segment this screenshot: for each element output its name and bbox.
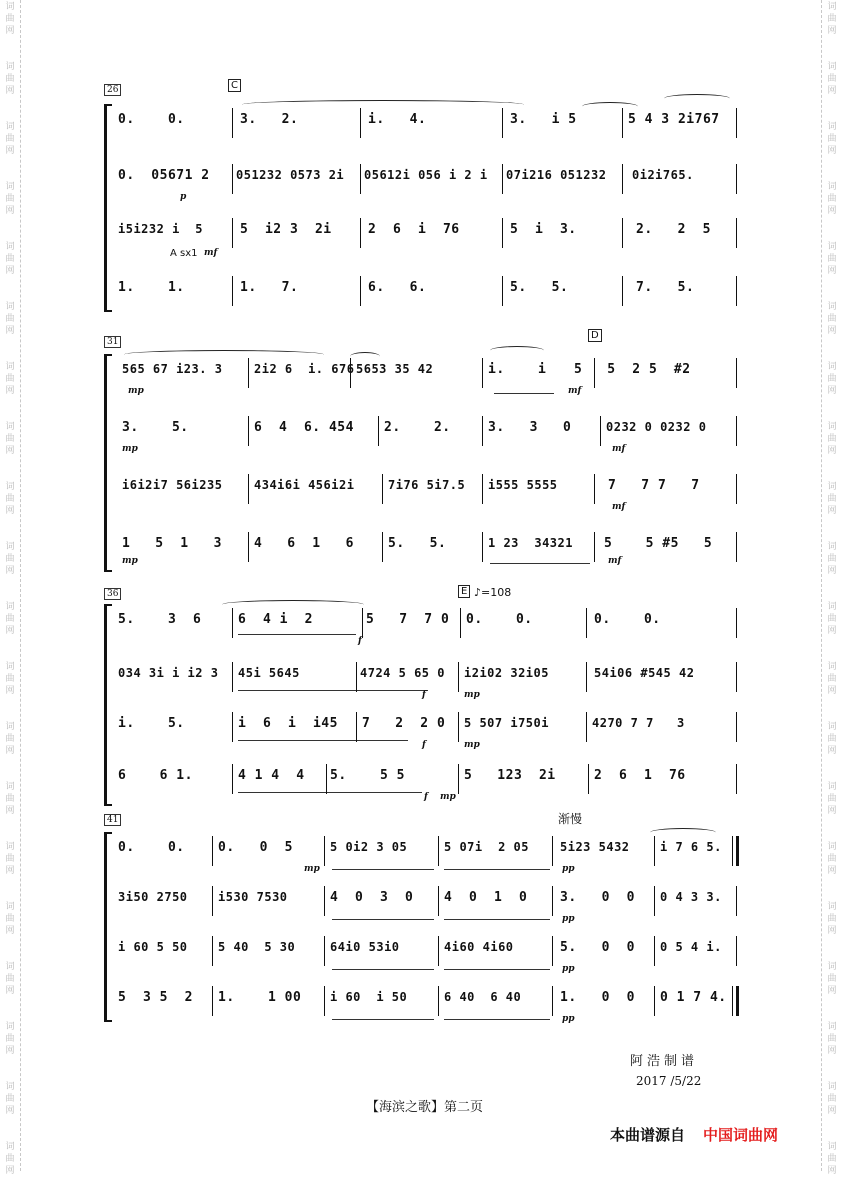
watermark-char: 词 bbox=[827, 842, 837, 852]
tempo-marking: ♪=108 bbox=[474, 586, 512, 599]
watermark-char: 词 bbox=[5, 62, 15, 72]
watermark-char: 网 bbox=[5, 1046, 15, 1056]
watermark-char: 网 bbox=[5, 206, 15, 216]
crescendo-hairpin bbox=[238, 634, 356, 640]
watermark-char: 词 bbox=[827, 2, 837, 12]
system-31 bbox=[104, 330, 740, 574]
measure: i. i bbox=[488, 362, 547, 377]
rehearsal-mark: E bbox=[458, 585, 470, 598]
measure: 0. 05671 2 bbox=[118, 168, 210, 183]
measure: 1. 1 00 bbox=[218, 990, 302, 1005]
watermark-char: 词 bbox=[827, 122, 837, 132]
measure: 3i50 2750 bbox=[118, 890, 188, 904]
measure: 0. 0. bbox=[594, 612, 661, 627]
watermark-char: 词 bbox=[5, 842, 15, 852]
measure: 5. 3 6 bbox=[118, 612, 202, 627]
watermark-char: 词 bbox=[827, 242, 837, 252]
right-watermark-column bbox=[821, 0, 842, 1176]
watermark-char: 曲 bbox=[827, 854, 837, 864]
decrescendo-hairpin bbox=[444, 864, 550, 870]
watermark-char: 曲 bbox=[5, 554, 15, 564]
watermark-char: 网 bbox=[5, 26, 15, 36]
staff-3 bbox=[104, 216, 740, 259]
measure: 0. 0. bbox=[118, 840, 185, 855]
measure: 0 1 7 4. bbox=[660, 990, 727, 1005]
watermark-char: 词 bbox=[5, 722, 15, 732]
measure: i. 5. bbox=[118, 716, 185, 731]
watermark-char: 曲 bbox=[5, 914, 15, 924]
watermark-char: 网 bbox=[5, 926, 15, 936]
watermark-char: 曲 bbox=[827, 374, 837, 384]
measure: 4 0 1 0 bbox=[444, 890, 528, 905]
measure: 5. 5. bbox=[510, 280, 569, 295]
measure: 5 4 3 2i767 bbox=[628, 112, 720, 127]
watermark-char: 曲 bbox=[5, 854, 15, 864]
measure: 7 2 2 0 bbox=[362, 716, 446, 731]
dynamic-marking: mp bbox=[440, 792, 456, 802]
measure: 0 4 3 3. bbox=[660, 890, 722, 904]
watermark-char: 词 bbox=[5, 182, 15, 192]
date: 2017 /5/22 bbox=[636, 1074, 702, 1088]
watermark-char: 网 bbox=[827, 866, 837, 876]
measure: 5i23 5432 bbox=[560, 840, 630, 854]
watermark-char: 曲 bbox=[5, 254, 15, 264]
watermark-char: 曲 bbox=[827, 554, 837, 564]
watermark-char: 曲 bbox=[5, 134, 15, 144]
dynamic-marking: mp bbox=[122, 556, 138, 566]
measure-number: 41 bbox=[104, 814, 121, 826]
watermark-char: 网 bbox=[827, 986, 837, 996]
dynamic-marking: mf bbox=[612, 444, 626, 454]
watermark-char: 曲 bbox=[5, 494, 15, 504]
measure: 0. 0. bbox=[466, 612, 533, 627]
measure: i. 4. bbox=[368, 112, 427, 127]
watermark-char: 网 bbox=[5, 806, 15, 816]
measure: 0i2i765. bbox=[632, 168, 694, 182]
measure: i 60 5 50 bbox=[118, 940, 188, 954]
measure: 2. 2 5 bbox=[636, 222, 711, 237]
measure: i 6 i i45 bbox=[238, 716, 338, 731]
watermark-char: 网 bbox=[5, 686, 15, 696]
watermark-char: 曲 bbox=[5, 374, 15, 384]
watermark-char: 网 bbox=[827, 146, 837, 156]
staff-1 bbox=[104, 834, 740, 874]
watermark-char: 词 bbox=[827, 482, 837, 492]
decrescendo-hairpin bbox=[332, 1014, 434, 1020]
slur bbox=[664, 94, 730, 103]
crescendo-hairpin bbox=[238, 690, 428, 696]
rehearsal-mark: C bbox=[228, 79, 241, 92]
measure: 0232 0 0232 0 bbox=[606, 420, 707, 434]
measure: 45i 5645 bbox=[238, 666, 300, 680]
watermark-char: 网 bbox=[827, 446, 837, 456]
watermark-char: 网 bbox=[827, 206, 837, 216]
watermark-char: 曲 bbox=[5, 1034, 15, 1044]
watermark-char: 曲 bbox=[827, 254, 837, 264]
measure: 4 6 1 6 bbox=[254, 536, 354, 551]
watermark-char: 词 bbox=[827, 1022, 837, 1032]
decrescendo-hairpin bbox=[444, 964, 550, 970]
measure: 2i2 6 i. 676 bbox=[254, 362, 355, 376]
left-watermark-column bbox=[0, 0, 21, 1176]
watermark-char: 曲 bbox=[827, 74, 837, 84]
watermark-char: 词 bbox=[5, 542, 15, 552]
decrescendo-hairpin bbox=[444, 914, 550, 920]
measure: 565 67 i23. 3 bbox=[122, 362, 223, 376]
dynamic-marking: p bbox=[180, 192, 187, 202]
dynamic-marking: mp bbox=[304, 864, 320, 874]
measure: 2. 2. bbox=[384, 420, 451, 435]
decrescendo-hairpin bbox=[332, 914, 434, 920]
watermark-char: 词 bbox=[5, 422, 15, 432]
watermark-char: 网 bbox=[827, 86, 837, 96]
measure: 1 23 34321 bbox=[488, 536, 573, 550]
staff-2 bbox=[104, 884, 740, 924]
measure: 4270 7 7 3 bbox=[592, 716, 685, 730]
dynamic-marking: f bbox=[424, 792, 428, 802]
watermark-char: 网 bbox=[5, 386, 15, 396]
measure: i530 7530 bbox=[218, 890, 288, 904]
measure: i555 5555 bbox=[488, 478, 558, 492]
watermark-char: 曲 bbox=[5, 614, 15, 624]
measure-number: 36 bbox=[104, 588, 121, 600]
watermark-char: 曲 bbox=[827, 14, 837, 24]
measure: 0. 0 5 bbox=[218, 840, 293, 855]
staff-4 bbox=[104, 530, 740, 564]
measure: 1. 7. bbox=[240, 280, 299, 295]
system-26 bbox=[104, 82, 740, 314]
watermark-char: 词 bbox=[5, 782, 15, 792]
staff-4 bbox=[104, 762, 740, 802]
measure: 5 40 5 30 bbox=[218, 940, 296, 954]
watermark-char: 曲 bbox=[827, 914, 837, 924]
watermark-char: 网 bbox=[5, 1106, 15, 1116]
watermark-char: 网 bbox=[827, 506, 837, 516]
staff-4 bbox=[104, 984, 740, 1024]
watermark-char: 曲 bbox=[5, 74, 15, 84]
watermark-char: 词 bbox=[827, 302, 837, 312]
measure: 0 5 4 i. bbox=[660, 940, 722, 954]
measure: 1. 1. bbox=[118, 280, 185, 295]
watermark-char: 词 bbox=[827, 182, 837, 192]
watermark-char: 曲 bbox=[827, 674, 837, 684]
measure: 5 5 #5 5 bbox=[604, 536, 713, 551]
decrescendo-hairpin bbox=[332, 964, 434, 970]
watermark-char: 网 bbox=[827, 1106, 837, 1116]
watermark-char: 词 bbox=[827, 602, 837, 612]
measure: 4 1 4 4 bbox=[238, 768, 305, 783]
measure: i 7 6 5. bbox=[660, 840, 722, 854]
watermark-char: 词 bbox=[5, 1082, 15, 1092]
slur bbox=[490, 346, 544, 355]
watermark-char: 网 bbox=[827, 26, 837, 36]
watermark-char: 网 bbox=[5, 746, 15, 756]
measure: 5 0i2 3 05 bbox=[330, 840, 408, 854]
watermark-char: 曲 bbox=[5, 734, 15, 744]
watermark-char: 网 bbox=[827, 686, 837, 696]
watermark-char: 词 bbox=[827, 662, 837, 672]
watermark-char: 词 bbox=[5, 662, 15, 672]
dynamic-marking: mp bbox=[128, 386, 144, 396]
measure: 7 7 7 7 bbox=[608, 478, 700, 493]
watermark-char: 网 bbox=[827, 746, 837, 756]
measure: 2 6 1 76 bbox=[594, 768, 686, 783]
measure: 5 5 2 5 #2 bbox=[574, 362, 691, 377]
dynamic-marking: mp bbox=[464, 690, 480, 700]
watermark-char: 网 bbox=[5, 986, 15, 996]
watermark-char: 词 bbox=[827, 542, 837, 552]
measure: 64i0 53i0 bbox=[330, 940, 400, 954]
measure: 7. 5. bbox=[636, 280, 695, 295]
measure: 07i216 051232 bbox=[506, 168, 607, 182]
dynamic-marking: pp bbox=[562, 864, 575, 874]
watermark-char: 词 bbox=[5, 362, 15, 372]
arranger-credit: 阿浩制谱 bbox=[630, 1054, 699, 1069]
dynamic-marking: mp bbox=[464, 740, 480, 750]
watermark-char: 网 bbox=[827, 386, 837, 396]
source-site-link[interactable]: 中国词曲网 bbox=[703, 1126, 779, 1144]
measure: 5. 5. bbox=[388, 536, 447, 551]
measure: 4724 5 65 0 bbox=[360, 666, 445, 680]
watermark-char: 词 bbox=[827, 362, 837, 372]
watermark-char: 曲 bbox=[827, 314, 837, 324]
watermark-char: 曲 bbox=[827, 734, 837, 744]
measure: 5 123 2i bbox=[464, 768, 556, 783]
watermark-char: 曲 bbox=[5, 434, 15, 444]
staff-3 bbox=[104, 934, 740, 974]
source-prefix: 本曲谱源自 bbox=[610, 1126, 686, 1144]
annotation-text: A sx1 bbox=[170, 248, 198, 259]
watermark-char: 词 bbox=[827, 1142, 837, 1152]
measure: 051232 0573 2i bbox=[236, 168, 345, 182]
watermark-char: 词 bbox=[5, 962, 15, 972]
watermark-char: 词 bbox=[5, 1142, 15, 1152]
watermark-char: 词 bbox=[827, 902, 837, 912]
watermark-char: 曲 bbox=[827, 974, 837, 984]
measure-number: 26 bbox=[104, 84, 121, 96]
watermark-char: 网 bbox=[5, 446, 15, 456]
watermark-char: 曲 bbox=[827, 134, 837, 144]
dynamic-marking: mp bbox=[122, 444, 138, 454]
measure: 3. 2. bbox=[240, 112, 299, 127]
decrescendo-hairpin bbox=[490, 558, 590, 564]
watermark-char: 网 bbox=[5, 506, 15, 516]
staff-2 bbox=[104, 162, 740, 202]
watermark-char: 曲 bbox=[827, 1154, 837, 1164]
measure: 3. 3 0 bbox=[488, 420, 572, 435]
measure: 034 3i i i2 3 bbox=[118, 666, 219, 680]
dynamic-marking: f bbox=[422, 740, 426, 750]
watermark-char: 网 bbox=[827, 626, 837, 636]
dynamic-marking: pp bbox=[562, 964, 575, 974]
watermark-char: 词 bbox=[827, 422, 837, 432]
dynamic-marking: mf bbox=[608, 556, 622, 566]
watermark-char: 网 bbox=[827, 1046, 837, 1056]
watermark-char: 词 bbox=[827, 722, 837, 732]
source-line bbox=[610, 1124, 778, 1145]
watermark-char: 网 bbox=[5, 326, 15, 336]
staff-1 bbox=[104, 106, 740, 140]
watermark-char: 网 bbox=[5, 266, 15, 276]
rehearsal-mark: D bbox=[588, 329, 602, 342]
measure: 6. 6. bbox=[368, 280, 427, 295]
watermark-char: 网 bbox=[827, 926, 837, 936]
watermark-char: 曲 bbox=[5, 794, 15, 804]
watermark-char: 曲 bbox=[5, 194, 15, 204]
dynamic-marking: pp bbox=[562, 914, 575, 924]
measure: 5 07i 2 05 bbox=[444, 840, 529, 854]
watermark-char: 网 bbox=[5, 1166, 15, 1176]
staff-1 bbox=[104, 356, 740, 396]
watermark-char: 词 bbox=[827, 62, 837, 72]
watermark-char: 曲 bbox=[827, 434, 837, 444]
measure: 6 6 1. bbox=[118, 768, 193, 783]
watermark-char: 曲 bbox=[5, 1094, 15, 1104]
watermark-char: 词 bbox=[827, 1082, 837, 1092]
staff-3 bbox=[104, 472, 740, 512]
measure: 5 i 3. bbox=[510, 222, 577, 237]
watermark-char: 词 bbox=[5, 1022, 15, 1032]
decrescendo-hairpin bbox=[332, 864, 434, 870]
measure: 3. 0 0 bbox=[560, 890, 635, 905]
watermark-char: 词 bbox=[5, 122, 15, 132]
watermark-char: 词 bbox=[5, 482, 15, 492]
tempo-text: 渐慢 bbox=[558, 812, 583, 826]
watermark-char: 网 bbox=[5, 626, 15, 636]
system-36 bbox=[104, 586, 740, 808]
dynamic-marking: mf bbox=[204, 248, 218, 258]
watermark-char: 曲 bbox=[5, 1154, 15, 1164]
measure: 3. i 5 bbox=[510, 112, 577, 127]
watermark-char: 曲 bbox=[827, 1034, 837, 1044]
watermark-char: 词 bbox=[5, 602, 15, 612]
measure: 5 i2 3 2i bbox=[240, 222, 332, 237]
dynamic-marking: f bbox=[422, 690, 426, 700]
watermark-char: 网 bbox=[827, 806, 837, 816]
measure: 6 4 i 2 bbox=[238, 612, 313, 627]
measure: 05612i 056 i 2 i bbox=[364, 168, 488, 182]
watermark-char: 网 bbox=[5, 86, 15, 96]
staff-4 bbox=[104, 274, 740, 308]
measure: 54i06 #545 42 bbox=[594, 666, 695, 680]
crescendo-hairpin bbox=[238, 792, 422, 798]
measure-number: 31 bbox=[104, 336, 121, 348]
watermark-char: 曲 bbox=[827, 794, 837, 804]
measure: 434i6i 456i2i bbox=[254, 478, 355, 492]
watermark-char: 网 bbox=[827, 326, 837, 336]
measure: 2 6 i 76 bbox=[368, 222, 460, 237]
measure: 0. 0. bbox=[118, 112, 185, 127]
measure: 4i60 4i60 bbox=[444, 940, 514, 954]
watermark-char: 曲 bbox=[5, 974, 15, 984]
watermark-char: 网 bbox=[5, 566, 15, 576]
measure: 5 507 i750i bbox=[464, 716, 549, 730]
dynamic-marking: mf bbox=[568, 386, 582, 396]
crescendo-hairpin bbox=[238, 740, 408, 746]
staff-3 bbox=[104, 710, 740, 750]
watermark-char: 词 bbox=[5, 902, 15, 912]
measure: 6 40 6 40 bbox=[444, 990, 522, 1004]
measure: i5i232 i 5 bbox=[118, 222, 203, 236]
measure: 1. 0 0 bbox=[560, 990, 635, 1005]
watermark-char: 网 bbox=[827, 1166, 837, 1176]
measure: 5 3 5 2 bbox=[118, 990, 193, 1005]
watermark-char: 曲 bbox=[5, 14, 15, 24]
staff-2 bbox=[104, 660, 740, 700]
measure: 1 5 1 3 bbox=[122, 536, 222, 551]
watermark-char: 网 bbox=[5, 146, 15, 156]
dynamic-marking: pp bbox=[562, 1014, 575, 1024]
staff-2 bbox=[104, 414, 740, 454]
watermark-char: 词 bbox=[5, 2, 15, 12]
measure: 4 0 3 0 bbox=[330, 890, 414, 905]
dynamic-marking: mf bbox=[612, 502, 626, 512]
watermark-char: 网 bbox=[827, 266, 837, 276]
watermark-char: 曲 bbox=[827, 194, 837, 204]
watermark-char: 词 bbox=[5, 302, 15, 312]
watermark-char: 曲 bbox=[827, 1094, 837, 1104]
measure: 5 7 7 0 bbox=[366, 612, 450, 627]
watermark-char: 词 bbox=[827, 962, 837, 972]
watermark-char: 曲 bbox=[5, 674, 15, 684]
dynamic-marking: f bbox=[358, 636, 362, 646]
measure: 6 4 6. 454 bbox=[254, 420, 354, 435]
page-label: 【海滨之歌】第二页 bbox=[366, 1100, 484, 1115]
decrescendo-hairpin bbox=[444, 1014, 550, 1020]
measure: 7i76 5i7.5 bbox=[388, 478, 466, 492]
watermark-char: 曲 bbox=[827, 614, 837, 624]
measure: 3. 5. bbox=[122, 420, 189, 435]
measure: 5. 0 0 bbox=[560, 940, 635, 955]
watermark-char: 词 bbox=[827, 782, 837, 792]
measure: i 60 i 50 bbox=[330, 990, 408, 1004]
watermark-char: 网 bbox=[5, 866, 15, 876]
measure: i6i2i7 56i235 bbox=[122, 478, 223, 492]
measure: 5653 35 42 bbox=[356, 362, 434, 376]
watermark-char: 曲 bbox=[827, 494, 837, 504]
watermark-char: 词 bbox=[5, 242, 15, 252]
staff-1 bbox=[104, 606, 740, 646]
measure: i2i02 32i05 bbox=[464, 666, 549, 680]
watermark-char: 网 bbox=[827, 566, 837, 576]
system-41 bbox=[104, 810, 740, 1024]
watermark-char: 曲 bbox=[5, 314, 15, 324]
measure: 5. 5 5 bbox=[330, 768, 405, 783]
